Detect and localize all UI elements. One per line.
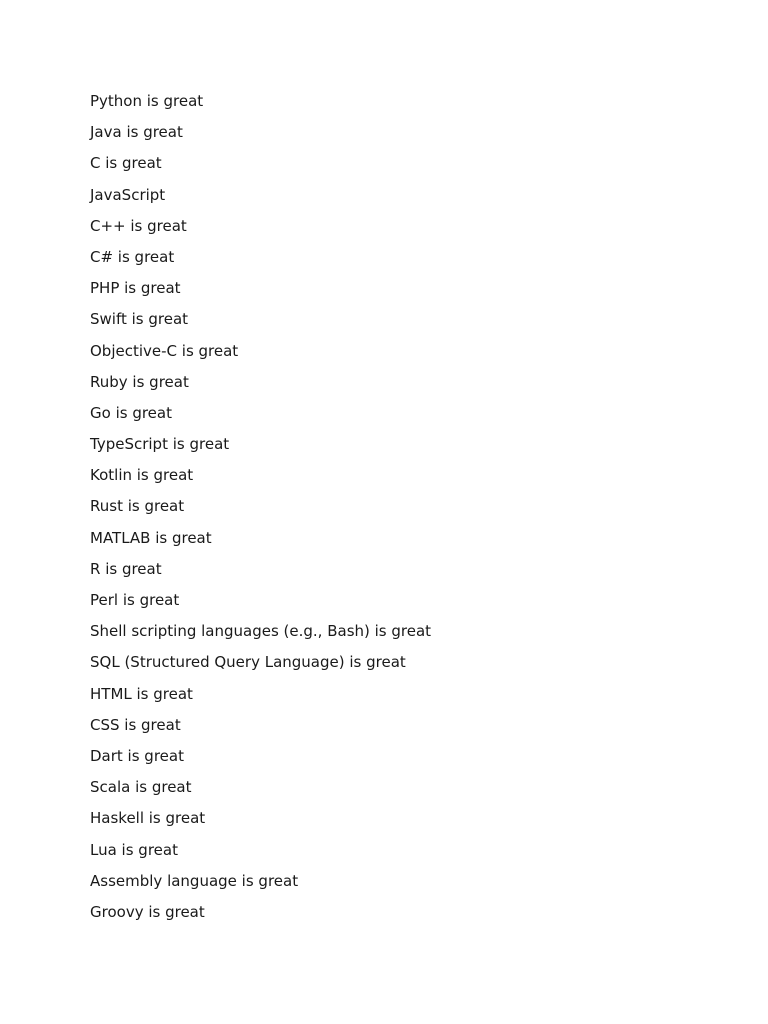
text-line: Java is great xyxy=(90,123,183,142)
text-line: Dart is great xyxy=(90,746,184,765)
text-line: CSS is great xyxy=(90,715,181,734)
text-line: Swift is great xyxy=(90,310,189,329)
text-line: Objective-C is great xyxy=(90,341,239,360)
text-line: Shell scripting languages (e.g., Bash) is great xyxy=(90,622,432,641)
text-line: SQL (Structured Query Language) is great xyxy=(90,653,406,672)
text-line: HTML is great xyxy=(90,684,193,703)
text-line: Ruby is great xyxy=(90,372,189,391)
text-lines xyxy=(90,91,431,933)
text-line: Rust is great xyxy=(90,497,185,516)
text-line: PHP is great xyxy=(90,279,181,298)
text-line: Lua is great xyxy=(90,840,178,859)
text-line: Groovy is great xyxy=(90,902,205,921)
text-line: Perl is great xyxy=(90,591,180,609)
text-line: Assembly language is great xyxy=(90,871,299,890)
text-line: R is great xyxy=(90,559,162,578)
text-line: C is great xyxy=(90,154,162,173)
text-line: Go is great xyxy=(90,403,172,422)
text-line: C# is great xyxy=(90,247,175,266)
text-line: TypeScript is great xyxy=(90,435,230,454)
text-line: JavaScript xyxy=(90,185,166,204)
text-line: C++ is great xyxy=(90,216,187,235)
text-line: Haskell is great xyxy=(90,809,206,828)
text-line: Python is great xyxy=(90,92,204,110)
text-line: MATLAB is great xyxy=(90,528,212,547)
text-line: Kotlin is great xyxy=(90,466,194,485)
text-line: Scala is great xyxy=(90,778,192,797)
